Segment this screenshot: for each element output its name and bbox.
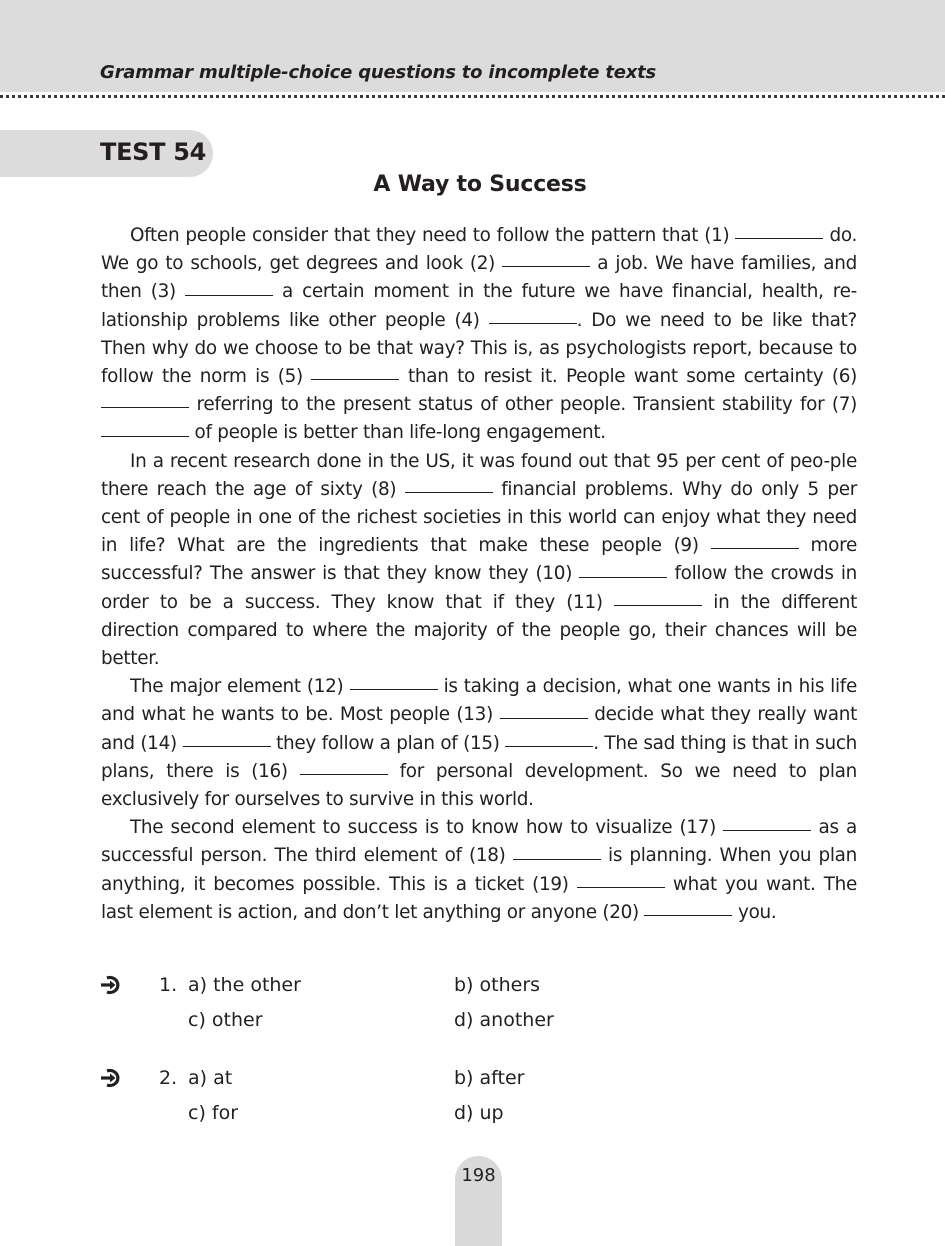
passage-text: they follow a plan of (270, 732, 464, 754)
answer-blank[interactable] (723, 830, 811, 831)
passage-text: a certain moment in the future we have financial, health, re-lationship problems like other people (101, 281, 857, 331)
gap-number: (10) (535, 563, 573, 585)
section-title: Grammar multiple-choice questions to incomplete texts (100, 62, 657, 83)
gap-number: (9) (673, 535, 699, 557)
gap-number: (4) (454, 309, 480, 331)
paragraph (101, 673, 857, 814)
dotted-divider (0, 95, 945, 98)
passage-text: In a recent research done in the US, it was found out that 95 per cent of peo-ple there reach the age of sixty (101, 450, 857, 500)
passage-text: a job. We have families, and then (101, 253, 857, 303)
question-number: 1. (159, 974, 178, 996)
question-number: 2. (159, 1067, 178, 1089)
answer-blank[interactable] (183, 746, 271, 747)
option-a[interactable]: a) at (188, 1067, 233, 1089)
answer-blank[interactable] (405, 492, 493, 493)
passage-text: than to resist it. People want some certainty (399, 366, 832, 388)
passage-text: is planning. When you plan anything, it becomes possible. This is a ticket (101, 845, 858, 895)
option-d[interactable]: d) up (454, 1102, 504, 1124)
option-d[interactable]: d) another (454, 1009, 554, 1031)
passage-text: you. (732, 901, 777, 923)
gap-number: (11) (566, 591, 603, 613)
gap-number: (1) (704, 225, 730, 246)
test-label: TEST 54 (100, 138, 207, 166)
page-number: 198 (461, 1165, 496, 1186)
gap-number: (13) (456, 704, 493, 726)
passage-text: in the different direction compared to where the majority of the people go, their chances will be better. (101, 591, 857, 670)
passage-text: as a successful person. The third element of (101, 817, 857, 867)
answer-blank[interactable] (350, 689, 438, 690)
passage-title: A Way to Success (373, 172, 587, 197)
option-c[interactable]: c) other (188, 1009, 263, 1031)
passage-text: . Do we need to be like that? Then why do we choose to be that way? This is, as psychologists report, because to follow the norm is (101, 309, 858, 388)
answer-blank[interactable] (644, 915, 732, 916)
question-1 (100, 974, 860, 1044)
paragraph (101, 814, 857, 927)
passage-text: The second element to success is to know how to visualize (130, 817, 680, 839)
passage-text: what you want. The last element is action, and don’t let anything or anyone (101, 873, 857, 923)
gap-number: (15) (463, 732, 500, 754)
gap-number: (6) (831, 366, 857, 388)
answer-blank[interactable] (505, 746, 593, 747)
gap-number: (5) (277, 366, 303, 388)
answer-blank[interactable] (500, 718, 588, 719)
passage-text: do. We go to schools, get degrees and look (101, 225, 858, 275)
gap-number: (8) (371, 478, 397, 500)
answer-blank[interactable] (101, 407, 189, 408)
passage-text: of people is better than life-long engagement. (189, 422, 606, 444)
paragraph (101, 222, 857, 448)
option-a[interactable]: a) the other (188, 974, 301, 996)
curved-arrow-icon (100, 1065, 126, 1091)
gap-number: (3) (150, 281, 176, 303)
passage-text: Often people consider that they need to follow the pattern that (130, 225, 705, 246)
gap-number: (12) (306, 676, 344, 698)
gap-number: (18) (468, 845, 506, 867)
answer-blank[interactable] (614, 605, 702, 606)
option-b[interactable]: b) others (454, 974, 541, 996)
gap-number: (14) (140, 732, 177, 754)
answer-blank[interactable] (300, 774, 388, 775)
passage-text: referring to the present status of other people. Transient stability for (189, 394, 832, 416)
answer-blank[interactable] (101, 436, 189, 437)
answer-blank[interactable] (311, 379, 399, 380)
passage (101, 222, 857, 927)
answer-blank[interactable] (502, 266, 590, 267)
gap-number: (20) (602, 901, 639, 923)
answer-blank[interactable] (185, 295, 273, 296)
answer-blank[interactable] (579, 577, 667, 578)
gap-number: (7) (831, 394, 857, 416)
gap-number: (16) (251, 760, 288, 782)
curved-arrow-icon (100, 972, 126, 998)
passage-text: decide what they really want and (101, 704, 858, 754)
gap-number: (19) (532, 873, 569, 895)
option-c[interactable]: c) for (188, 1102, 239, 1124)
answer-blank[interactable] (735, 238, 823, 239)
passage-text: is taking a decision, what one wants in his life and what he wants to be. Most people (101, 676, 857, 726)
passage-text: financial problems. Why do only 5 per cent of people in one of the richest societies in this world can enjoy what they need in life? What are the ingredients that make these people (101, 478, 857, 557)
gap-number: (2) (469, 253, 496, 275)
answer-blank[interactable] (513, 859, 601, 860)
question-2 (100, 1067, 860, 1137)
passage-text: follow the crowds in order to be a success. They know that if they (101, 563, 857, 613)
passage-text: more successful? The answer is that they know they (101, 535, 857, 585)
option-b[interactable]: b) after (454, 1067, 525, 1089)
answer-blank[interactable] (577, 887, 665, 888)
passage-text: . The sad thing is that in such plans, there is (101, 732, 858, 782)
answer-blank[interactable] (711, 548, 799, 549)
paragraph (101, 448, 857, 674)
answer-blank[interactable] (489, 323, 577, 324)
passage-text: for personal development. So we need to plan exclusively for ourselves to survive in this world. (101, 760, 857, 811)
passage-text: The major element (130, 676, 307, 698)
gap-number: (17) (679, 817, 717, 839)
